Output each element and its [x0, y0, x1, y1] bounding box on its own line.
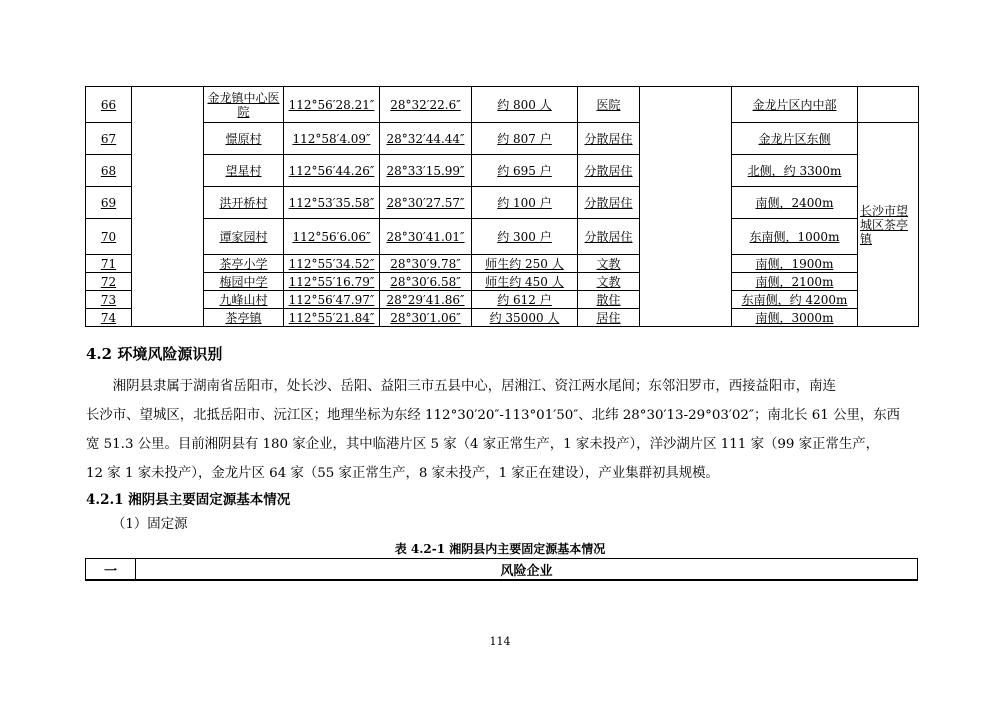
table-cell-lat: 28°32′44.44″: [380, 123, 472, 155]
table-caption: 表 4.2-1 湘阴县内主要固定源基本情况: [394, 542, 606, 556]
table-row: [86, 155, 919, 187]
table-cell-loc: 北侧，约 3300m: [732, 155, 858, 187]
table-cell-name: 茶亭小学: [204, 255, 284, 273]
table-cell-type: 文教: [578, 255, 640, 273]
table-cell-loc: 南侧，3000m: [732, 309, 858, 327]
table-cell-type: 医院: [578, 87, 640, 123]
table-cell-type: 散住: [578, 291, 640, 309]
page-number: 114: [489, 635, 511, 648]
table-row: [86, 309, 919, 327]
sub-item-label: （1）固定源: [112, 517, 188, 532]
table-cell-type: 分散居住: [578, 155, 640, 187]
paragraph-line: 宽 51.3 公里。目前湘阴县有 180 家企业，其中临港片区 5 家（4 家正常生产，1 家未投产），洋沙湖片区 111 家（99 家正常生产，: [86, 437, 880, 452]
table-cell-lon: 112°53′35.58″: [284, 187, 380, 219]
table-cell-name: 憬原村: [204, 123, 284, 155]
table-cell: 一: [86, 559, 136, 581]
table-row: [86, 255, 919, 273]
table-cell-scale: 约 612 户: [472, 291, 578, 309]
table-cell-lon: 112°56′47.97″: [284, 291, 380, 309]
table-cell-scale: 约 35000 人: [472, 309, 578, 327]
receptor-table: [85, 86, 919, 327]
table-cell-scale: 约 695 户: [472, 155, 578, 187]
table-cell-type: 居住: [578, 309, 640, 327]
table-cell-lat: 28°29′41.86″: [380, 291, 472, 309]
table-cell-lat: 28°32′22.6″: [380, 87, 472, 123]
table-cell-lon: 112°55′16.79″: [284, 273, 380, 291]
table-cell-region: 长沙市望城区茶亭镇: [858, 123, 919, 327]
table-cell-type: 分散居住: [578, 187, 640, 219]
table-cell-scale: 约 800 人: [472, 87, 578, 123]
table-cell-type: 分散居住: [578, 123, 640, 155]
table-row: [86, 87, 919, 123]
table-cell-name: 谭家园村: [204, 219, 284, 255]
paragraph-line: 12 家 1 家未投产），金龙片区 64 家（55 家正常生产，8 家未投产，1 家正在建设），产业集群初具规模。: [86, 466, 719, 481]
table-cell-blank-1: [132, 87, 204, 327]
table-cell-type: 分散居住: [578, 219, 640, 255]
table-cell-loc: 南侧，2400m: [732, 187, 858, 219]
table-cell-lon: 112°56′6.06″: [284, 219, 380, 255]
table-cell-lon: 112°55′34.52″: [284, 255, 380, 273]
table-cell-name: 九峰山村: [204, 291, 284, 309]
table-cell-no: 73: [86, 291, 132, 309]
table-cell-scale: 约 807 户: [472, 123, 578, 155]
table-row: [86, 187, 919, 219]
table-cell-name: 茶亭镇: [204, 309, 284, 327]
table-cell-loc: 东南侧，约 4200m: [732, 291, 858, 309]
table-cell: 风险企业: [136, 559, 918, 581]
table-cell-lat: 28°30′41.01″: [380, 219, 472, 255]
table-cell-loc: 金龙片区东侧: [732, 123, 858, 155]
table-cell-lat: 28°30′1.06″: [380, 309, 472, 327]
table-row: [86, 219, 919, 255]
table-cell-name: 金龙镇中心医院: [204, 87, 284, 123]
section-heading-4-2: 4.2 环境风险源识别: [86, 345, 223, 363]
table-cell-no: 66: [86, 87, 132, 123]
table-row: [86, 559, 918, 581]
table-cell-type: 文教: [578, 273, 640, 291]
paragraph-line: 湘阴县隶属于湖南省岳阳市，处长沙、岳阳、益阳三市五县中心，居湘江、资江两水尾间；东邻汨罗市，西接益阳市，南连: [112, 379, 836, 394]
table-cell-no: 68: [86, 155, 132, 187]
table-cell-lon: 112°56′44.26″: [284, 155, 380, 187]
table-cell-no: 69: [86, 187, 132, 219]
table-cell-no: 70: [86, 219, 132, 255]
table-cell-no: 72: [86, 273, 132, 291]
table-cell-lat: 28°30′27.57″: [380, 187, 472, 219]
table-cell-loc: 南侧，2100m: [732, 273, 858, 291]
table-cell-lon: 112°58′4.09″: [284, 123, 380, 155]
table-cell-no: 71: [86, 255, 132, 273]
table-row: [86, 123, 919, 155]
table-cell-scale: 师生约 450 人: [472, 273, 578, 291]
table-cell-lon: 112°55′21.84″: [284, 309, 380, 327]
table-cell-loc: 东南侧，1000m: [732, 219, 858, 255]
table-cell-lat: 28°30′6.58″: [380, 273, 472, 291]
table-cell-scale: 师生约 250 人: [472, 255, 578, 273]
table-cell-no: 67: [86, 123, 132, 155]
table-cell-name: 洪开桥村: [204, 187, 284, 219]
table-cell-loc: 南侧，1900m: [732, 255, 858, 273]
table-row: [86, 291, 919, 309]
section-heading-4-2-1: 4.2.1 湘阴县主要固定源基本情况: [86, 492, 291, 508]
table-cell-name: 望星村: [204, 155, 284, 187]
table-cell-no: 74: [86, 309, 132, 327]
table-cell-scale: 约 100 户: [472, 187, 578, 219]
table-cell-blank-2: [640, 87, 732, 327]
risk-table: [85, 558, 918, 581]
table-cell-loc: 金龙片区内中部: [732, 87, 858, 123]
table-cell-lat: 28°30′9.78″: [380, 255, 472, 273]
table-cell-region: [858, 87, 919, 123]
table-cell-name: 梅园中学: [204, 273, 284, 291]
table-cell-lon: 112°56′28.21″: [284, 87, 380, 123]
table-cell-scale: 约 300 户: [472, 219, 578, 255]
table-row: [86, 273, 919, 291]
table-cell-lat: 28°33′15.99″: [380, 155, 472, 187]
paragraph-line: 长沙市、望城区，北抵岳阳市、沅江区；地理坐标为东经 112°30′20″-113°01′50″、北纬 28°30′13-29°03′02″；南北长 61 公里，东西: [86, 408, 901, 423]
